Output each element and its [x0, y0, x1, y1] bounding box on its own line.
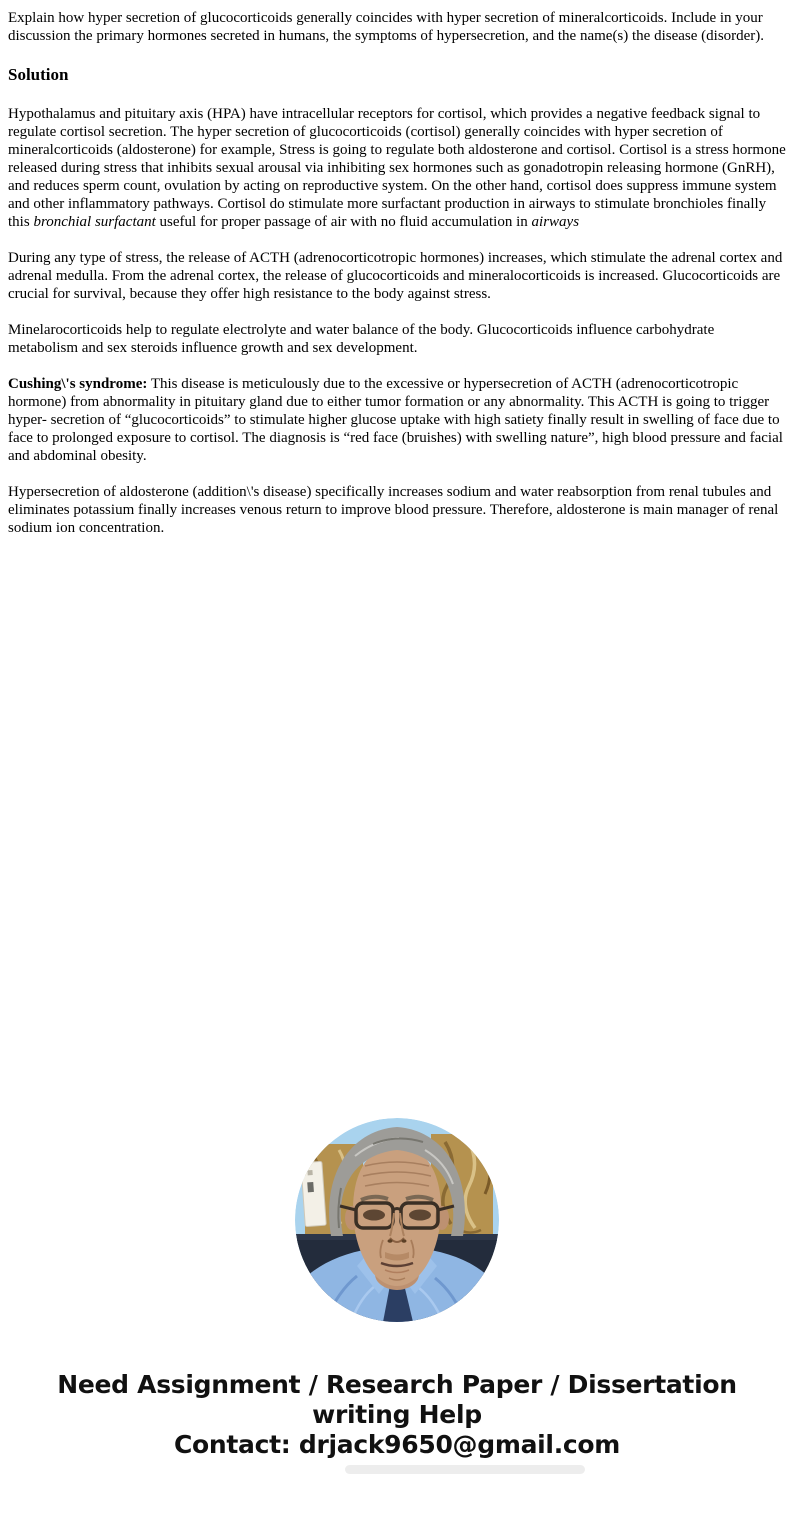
italic-term-airways: airways — [531, 214, 580, 230]
footer-promo — [8, 1370, 786, 1460]
paragraph-1-text-2: useful for proper passage of air with no fluid accumulation in — [155, 214, 532, 230]
solution-paragraph-4 — [8, 375, 786, 465]
contact-email-text: Contact: drjack9650@gmail.com — [173, 1430, 621, 1459]
paragraph-4-text: This disease is meticulously due to the excessive or hypersecretion of ACTH (adrenocorticotropic hormone) from abnormality in pituitary gland due to either tumor formation or any abnormality. This ACTH is going to trigger hyper- secretion of “glucocorticoids” to stimulate higher glucose uptake with high satiety finally result in swelling of face due to face to prolonged exposure to cortisol. The diagnosis is “red face (bruishes) with swelling nature”, high blood pressure and facial and abdominal obesity. — [8, 376, 783, 464]
promo-help-text: Need Assignment / Research Paper / Dissertation writing Help — [57, 1370, 737, 1429]
solution-paragraph-3: Minelarocorticoids help to regulate electrolyte and water balance of the body. Glucocorticoids influence carbohydrate metabolism and sex steroids influence growth and sex development. — [8, 322, 715, 356]
solution-paragraph-5: Hypersecretion of aldosterone (addition\'s disease) specifically increases sodium and water reabsorption from renal tubules and eliminates potassium finally increases venous return to improve blood pressure. Therefore, aldosterone is main manager of renal sodium ion concentration. — [8, 484, 779, 536]
solution-paragraph-1 — [8, 105, 786, 231]
watermark-smudge — [345, 1465, 585, 1474]
question-text: Explain how hyper secretion of glucocorticoids generally coincides with hyper secretion of mineralcorticoids. Include in your discussion the primary hormones secreted in humans, the symptoms of hypersecretion, and the name(s) the disease (disorder). — [8, 10, 765, 44]
italic-term-bronchial-surfactant: bronchial surfactant — [33, 214, 156, 230]
solution-heading: Solution — [8, 65, 69, 84]
solution-paragraph-2: During any type of stress, the release of ACTH (adrenocorticotropic hormones) increases, which stimulate the adrenal cortex and adrenal medulla. From the adrenal cortex, the release of glucocorticoids and mineralocorticoids is increased. Glucocorticoids are crucial for survival, because they offer high resistance to the body against stress. — [8, 250, 783, 302]
tutor-portrait-photo — [295, 1118, 499, 1322]
cushings-syndrome-label: Cushing\'s syndrome: — [8, 376, 148, 392]
paragraph-1-text: Hypothalamus and pituitary axis (HPA) have intracellular receptors for cortisol, which provides a negative feedback signal to regulate cortisol secretion. The hyper secretion of glucocorticoids (cortisol) generally coincides with hyper secretion of mineralcorticoids (aldosterone) for example, Stress is going to regulate both aldosterone and cortisol. Cortisol is a stress hormone released during stress that inhibits sexual arousal via inhibiting sex hormones such as gonadotropin releasing hormone (GnRH), and reduces sperm count, ovulation by acting on reproductive system. On the other hand, cortisol does suppress immune system and other inflammatory pathways. Cortisol do stimulate more surfactant production in airways to stimulate bronchioles finally this — [8, 106, 786, 230]
portrait-illustration — [295, 1118, 499, 1322]
